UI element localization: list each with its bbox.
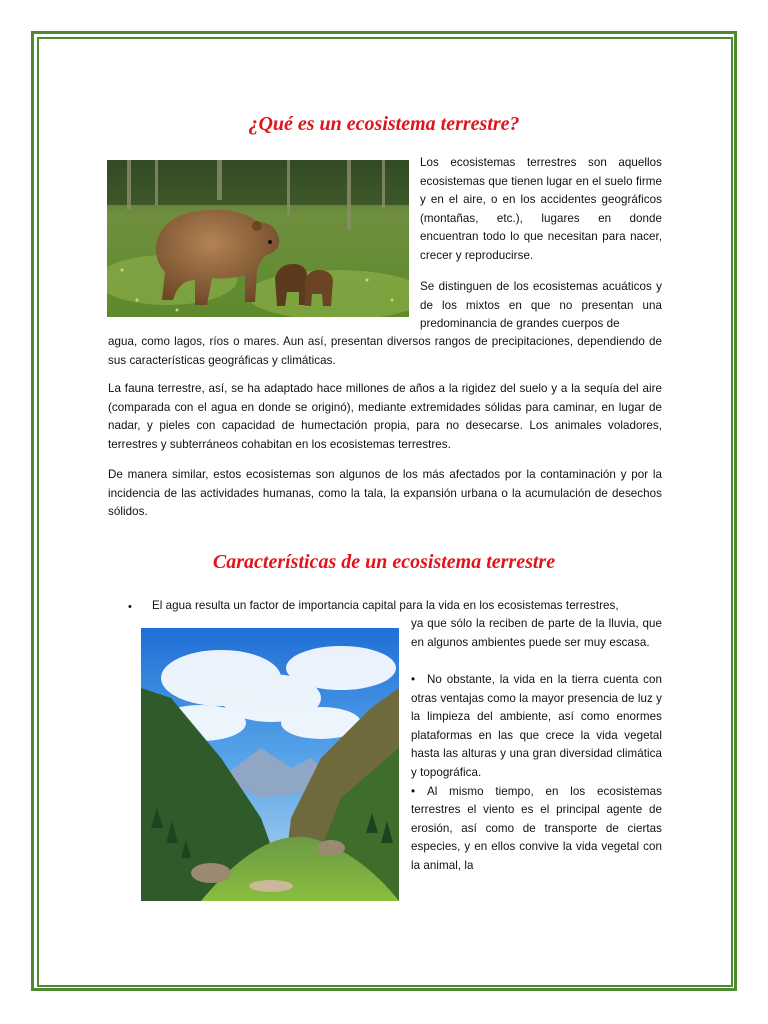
mountain-valley-photo	[141, 628, 399, 901]
bullet-symbol: •	[411, 673, 416, 686]
paragraph-fauna: La fauna terrestre, así, se ha adaptado hace millones de años a la rigidez del suelo y a la sequía del aire (comparada con el agua en donde se originó), mediante extremidades sólidas para caminar, en lugar de nadar, y pieles con capacidad de humectación propia, para no desecarse. Los animales voladores, terrestres y subterráneos cohabitan en los ecosistemas terrestres.	[108, 382, 662, 451]
bullet-water-end: ya que sólo la reciben de parte de la lluvia, que en algunos ambientes puede ser muy escasa.	[411, 617, 662, 649]
bullet-column	[411, 671, 662, 876]
characteristics-heading: Características de un ecosistema terrestre	[212, 551, 556, 573]
bullet-advantages	[411, 671, 662, 783]
bullet-advantages-text: No obstante, la vida en la tierra cuenta con otras ventajas como la mayor presencia de luz y la limpieza del ambiente, así como enormes plataformas en las que crece la vida vegetal hasta las alturas y una gran diversidad climática y topográfica.	[411, 673, 662, 779]
bullet-wind-text: Al mismo tiempo, en los ecosistemas terrestres el viento es el principal agente de erosión, así como de transporte de ciertas especies, y en ellos convive la vida vegetal con la animal, la	[411, 784, 662, 872]
bullet-water-start: El agua resulta un factor de importancia capital para la vida en los ecosistemas terrestres,	[152, 599, 619, 612]
bullet-wind	[411, 783, 662, 876]
bear-photo	[107, 160, 409, 317]
paragraph-intro: Los ecosistemas terrestres son aquellos ecosistemas que tienen lugar en el suelo firme y en el aire, o en los accidentes geográficos (montañas, etc.), lugares en donde encuentran todo lo que necesitan para nacer, crecer y reproducirse.	[420, 156, 662, 262]
main-heading: ¿Qué es un ecosistema terrestre?	[248, 113, 520, 135]
bullet-symbol: •	[411, 784, 416, 798]
paragraph-distinguish-end: agua, como lagos, ríos o mares. Aun así, presentan diversos rangos de precipitaciones, dependiendo de sus características geográficas y climáticas.	[108, 335, 662, 367]
paragraph-distinguish-start: Se distinguen de los ecosistemas acuáticos y de los mixtos en que no presentan una predominancia de grandes cuerpos de	[420, 280, 662, 331]
paragraph-affected: De manera similar, estos ecosistemas son algunos de los más afectados por la contaminación y por la incidencia de las actividades humanas, como la tala, la expansión urbana o la acumulación de desechos sólidos.	[108, 468, 662, 519]
bullet-symbol: •	[128, 601, 132, 613]
